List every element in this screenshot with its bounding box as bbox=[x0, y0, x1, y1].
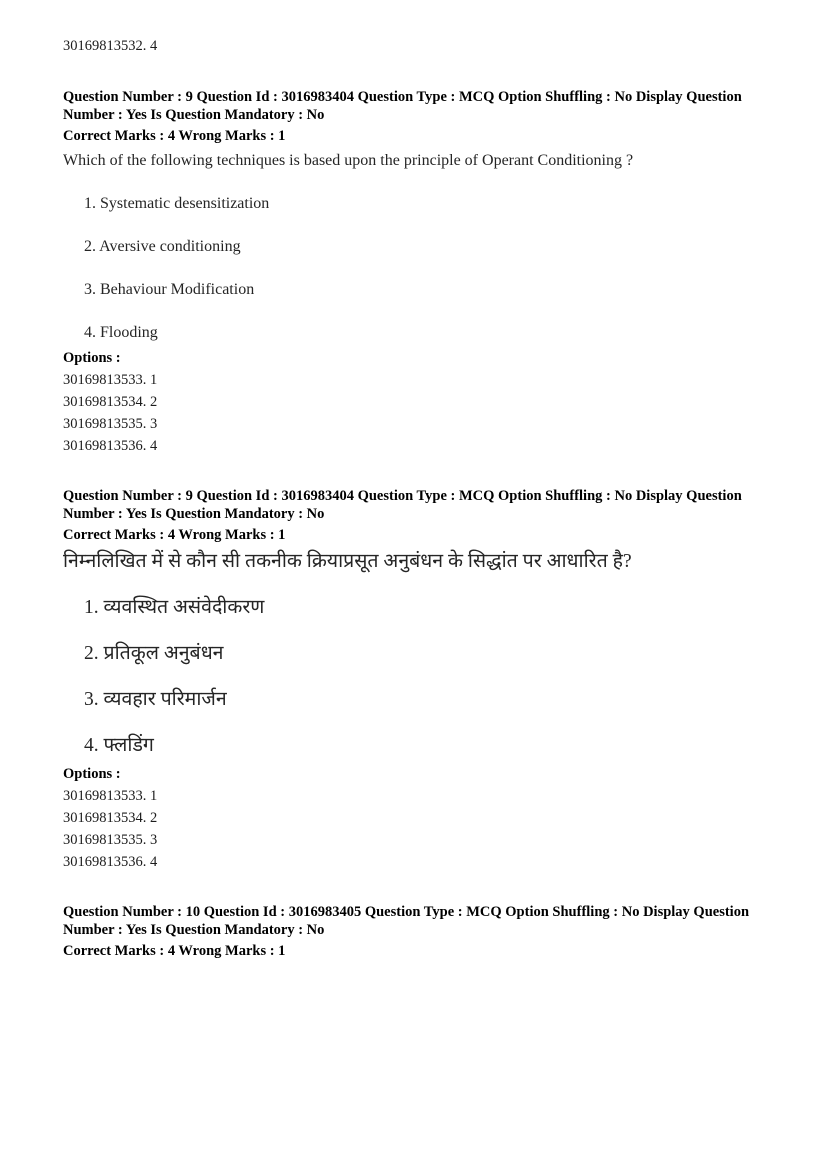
option-id: 30169813535. 3 bbox=[63, 416, 158, 432]
question-block-next-header bbox=[63, 903, 764, 960]
option-id: 30169813536. 4 bbox=[63, 438, 158, 454]
option-id: 30169813532. 4 bbox=[63, 38, 158, 54]
marks-line: Correct Marks : 4 Wrong Marks : 1 bbox=[63, 527, 286, 543]
choice-2: 2. Aversive conditioning bbox=[84, 238, 241, 255]
option-id: 30169813536. 4 bbox=[63, 854, 158, 870]
option-id: 30169813533. 1 bbox=[63, 788, 158, 804]
option-id: 30169813533. 1 bbox=[63, 372, 158, 388]
choice-2: 2. प्रतिकूल अनुबंधन bbox=[84, 643, 224, 664]
question-meta: Question Number : 10 Question Id : 3016983405 Question Type : MCQ Option Shuffling : No Display Question Number : Yes Is Question Mandatory : No bbox=[63, 904, 750, 938]
choice-1: 1. Systematic desensitization bbox=[84, 195, 270, 212]
choice-1: 1. व्यवस्थित असंवेदीकरण bbox=[84, 597, 265, 618]
question-text: निम्नलिखित में से कौन सी तकनीक क्रियाप्रसूत अनुबंधन के सिद्धांत पर आधारित है? bbox=[63, 551, 632, 572]
question-text: Which of the following techniques is based upon the principle of Operant Conditioning ? bbox=[63, 152, 634, 169]
choice-4: 4. फ्लडिंग bbox=[84, 735, 154, 756]
marks-line: Correct Marks : 4 Wrong Marks : 1 bbox=[63, 128, 286, 144]
option-id: 30169813534. 2 bbox=[63, 394, 158, 410]
choice-3: 3. व्यवहार परिमार्जन bbox=[84, 689, 227, 710]
question-block-hindi bbox=[63, 487, 764, 873]
options-heading: Options : bbox=[63, 350, 121, 366]
question-meta: Question Number : 9 Question Id : 3016983404 Question Type : MCQ Option Shuffling : No Display Question Number : Yes Is Question Mandatory : No bbox=[63, 89, 742, 123]
question-block-english bbox=[63, 88, 764, 457]
choice-3: 3. Behaviour Modification bbox=[84, 281, 255, 298]
choice-4: 4. Flooding bbox=[84, 324, 158, 341]
options-heading: Options : bbox=[63, 766, 121, 782]
question-meta: Question Number : 9 Question Id : 3016983404 Question Type : MCQ Option Shuffling : No Display Question Number : Yes Is Question Mandatory : No bbox=[63, 488, 742, 522]
marks-line: Correct Marks : 4 Wrong Marks : 1 bbox=[63, 943, 286, 959]
option-id: 30169813534. 2 bbox=[63, 810, 158, 826]
option-id: 30169813535. 3 bbox=[63, 832, 158, 848]
